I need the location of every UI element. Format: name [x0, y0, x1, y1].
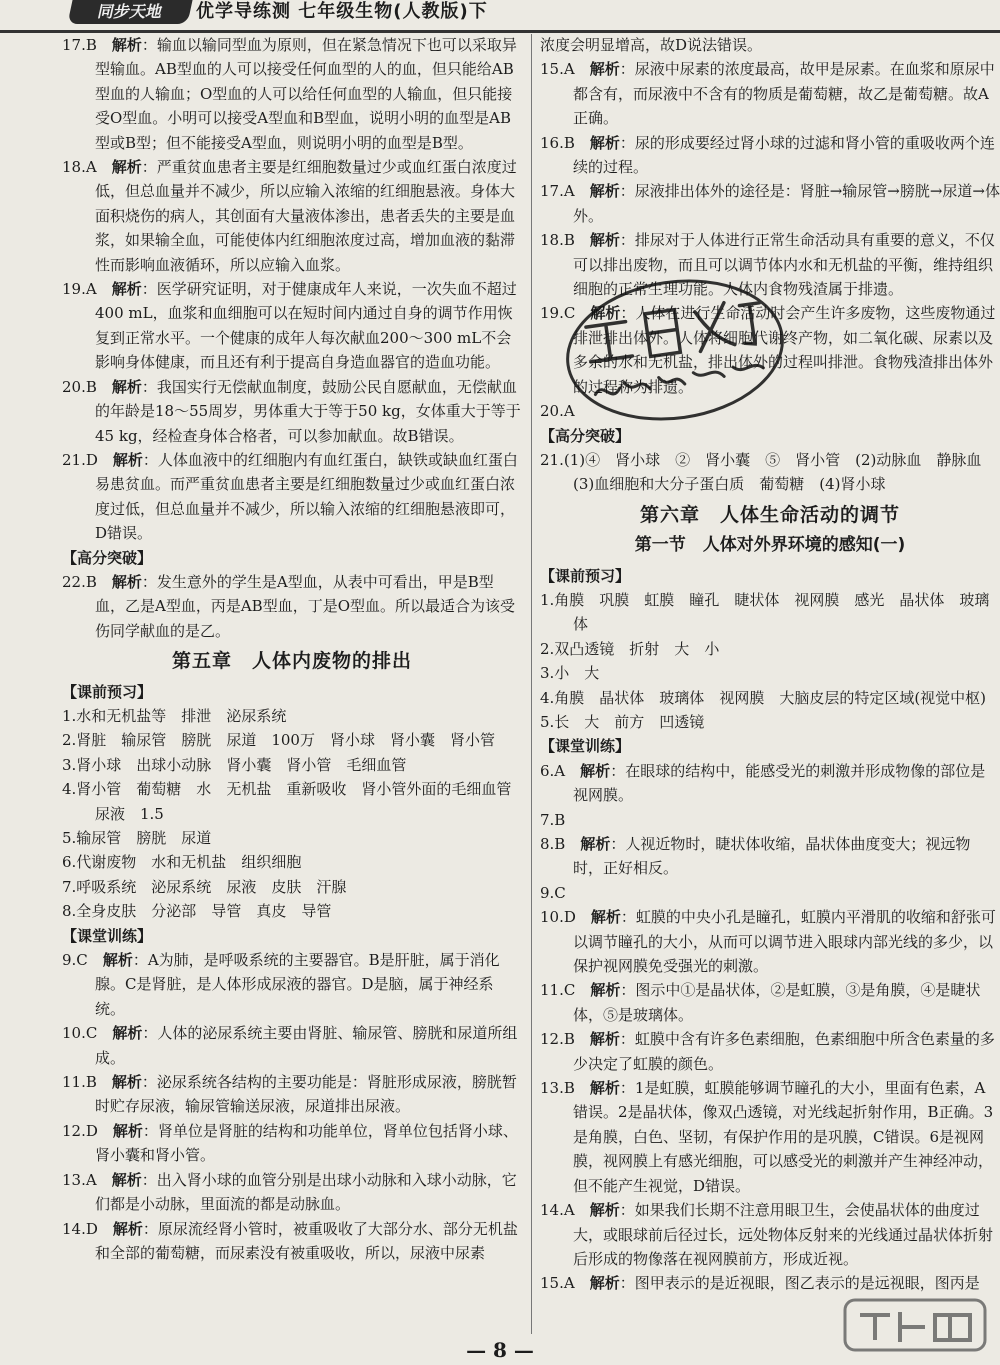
answer-number: 12.D	[62, 1121, 98, 1140]
section-label-high-right: 【高分突破】	[540, 426, 631, 445]
chapter5-preview-line: 7.呼吸系统 泌尿系统 尿液 皮肤 汗腺	[62, 877, 347, 896]
answer-number: 7.B	[540, 810, 566, 829]
answer-number: 14.A	[540, 1201, 575, 1220]
section-label-training-right: 【课堂训练】	[540, 737, 631, 756]
answer-number: 11.B	[62, 1073, 97, 1092]
answer-number: 18.B	[540, 231, 575, 250]
analysis-label: 解析	[589, 1079, 620, 1098]
analysis-text: ：如果我们长期不注意用眼卫生，会使晶状体的曲度过大，或眼球前后径过长，远处物体反射来的光线通过晶状体折射后形成的物像落在视网膜前方，形成近视。	[573, 1201, 994, 1268]
chapter6-training-item	[540, 832, 1000, 881]
analysis-text: ：在眼球的结构中，能感受光的刺激并形成物像的部位是视网膜。	[573, 761, 986, 805]
analysis-text: ：图甲表示的是近视眼，图乙表示的是远视眼，图丙是	[619, 1274, 980, 1293]
left-column	[62, 33, 527, 1265]
analysis-label: 解析	[589, 182, 620, 201]
analysis-label: 解析	[111, 36, 142, 54]
answer-number: 19.A	[62, 280, 97, 299]
chapter6-training-item	[540, 881, 1000, 905]
answer-number: 20.B	[62, 377, 97, 396]
answer-number: 6.A	[540, 761, 566, 780]
analysis-text: ：虹膜中含有许多色素细胞，色素细胞中所含色素量的多少决定了虹膜的颜色。	[573, 1030, 995, 1073]
chapter-5-title: 第五章 人体内废物的排出	[171, 650, 412, 673]
analysis-text: ：严重贫血患者主要是红细胞数量过少或血红蛋白浓度过低，但总血量并不减少，所以应输入浓缩的红细胞悬液。身体大面积烧伤的病人，其创面有大量液体渗出，患者丢失的主要是血浆，如果输全血，可能使体内红细胞浓度过高，增加血液的黏滞性而影响血液循环，所以应输入血浆。	[95, 158, 517, 274]
answer-number: 20.A	[540, 402, 575, 421]
analysis-text: ：人体的泌尿系统主要由肾脏、输尿管、膀胱和尿道所组成。	[95, 1024, 518, 1067]
answer-item-22	[62, 570, 522, 643]
analysis-label: 解析	[112, 1121, 143, 1140]
chapter6-preview-line: 4.角膜 晶状体 玻璃体 视网膜 大脑皮层的特定区域(视觉中枢)	[540, 688, 987, 707]
answer-number: 10.D	[540, 908, 576, 927]
answer-number: 19.C	[540, 304, 576, 323]
answer-number: 21.D	[62, 450, 98, 469]
analysis-label: 解析	[589, 60, 620, 79]
analysis-label: 解析	[590, 981, 621, 1000]
answer-item	[62, 33, 522, 155]
analysis-label: 解析	[589, 1274, 620, 1293]
series-title: 优学导练测 七年级生物(人教版)下	[196, 1, 488, 22]
page-header	[0, 0, 1000, 33]
chapter5-preview-line: 1.水和无机盐等 排泄 泌尿系统	[62, 706, 287, 725]
answer-number: 15.A	[540, 60, 575, 79]
analysis-text: ：A为肺，是呼吸系统的主要器官。B是肝脏，属于消化腺。C是肾脏，是人体形成尿液的器官。D是脑，属于神经系统。	[95, 951, 500, 1018]
answer-number: 8.B	[540, 835, 566, 853]
right-column	[540, 33, 1000, 1296]
chapter6-preview-line: 2.双凸透镜 折射 大 小	[540, 639, 720, 658]
chapter5-training-item	[62, 948, 522, 1021]
analysis-label: 解析	[589, 133, 620, 152]
section-label-training: 【课堂训练】	[62, 926, 153, 945]
answer-item-21-right: 21.(1)④ 肾小球 ② 肾小囊 ⑤ 肾小管 (2)动脉血 静脉血 (3)血细胞和大分子蛋白质 葡萄糖 (4)肾小球	[540, 450, 997, 494]
analysis-text: ：尿液排出体外的途径是：肾脏→输尿管→膀胱→尿道→体外。	[573, 182, 1000, 225]
analysis-label: 解析	[112, 1024, 143, 1043]
analysis-text: ：原尿流经肾小管时，被重吸收了大部分水、部分无机盐和全部的葡萄糖，而尿素没有被重吸收，所以，尿液中尿素	[95, 1219, 518, 1262]
chapter6-preview-line: 3.小 大	[540, 664, 600, 683]
series-logo: 同步天地	[67, 0, 192, 24]
answer-number: 13.B	[540, 1079, 575, 1098]
chapter6-training-item	[540, 978, 1000, 1027]
chapter6-training-item	[540, 759, 1000, 808]
chapter6-training-item	[540, 1076, 1000, 1198]
chapter-6-title: 第六章 人体生命活动的调节	[639, 503, 900, 526]
analysis-text: ：排尿对于人体进行正常生命活动具有重要的意义，不仅可以排出废物，而且可以调节体内水和无机盐的平衡，维持组织细胞的正常生理功能。人体内食物残渣属于排遗。	[573, 231, 995, 299]
chapter5-training-item	[62, 1119, 522, 1168]
analysis-label: 解析	[111, 1170, 142, 1189]
analysis-label: 解析	[590, 908, 621, 927]
column-divider	[531, 34, 532, 1334]
chapter5-training-item	[62, 1217, 522, 1266]
answer-item	[62, 277, 522, 375]
answer-number: 15.A	[540, 1274, 575, 1293]
chapter6-training-item	[540, 1198, 1000, 1271]
chapter5-preview-line: 2.肾脏 输尿管 膀胱 尿道 100万 肾小球 肾小囊 肾小管	[62, 731, 495, 750]
analysis-text: ：人体在进行生命活动时会产生许多废物，这些废物通过排泄排出体外。人体将细胞代谢终产物，如二氧化碳、尿素以及多余的水和无机盐，排出体外的过程叫排泄。食物残渣排出体外的过程称为排遗。	[573, 304, 996, 396]
analysis-text: ：发生意外的学生是A型血，从表中可看出，甲是B型血，乙是A型血，丙是AB型血，丁是O型血。所以最适合为该受伤同学献血的是乙。	[95, 572, 515, 640]
answer-item	[540, 131, 1000, 180]
chapter5-training-item	[62, 1168, 522, 1217]
chapter6-training-item	[540, 808, 1000, 832]
chapter5-preview-line: 5.输尿管 膀胱 尿道	[62, 829, 212, 847]
chapter5-preview-line: 3.肾小球 出球小动脉 肾小囊 肾小管 毛细血管	[62, 755, 407, 774]
analysis-label: 解析	[590, 304, 621, 323]
answer-number: 10.C	[62, 1024, 98, 1043]
analysis-label: 解析	[589, 1030, 620, 1049]
chapter6-training-item	[540, 905, 1000, 978]
analysis-label: 解析	[580, 761, 611, 780]
answer-number: 22.B	[62, 572, 97, 591]
section-1-title: 第一节 人体对外界环境的感知(一)	[634, 535, 906, 556]
chapter5-training-item	[62, 1070, 522, 1119]
chapter5-preview-line: 4.肾小管 葡萄糖 水 无机盐 重新吸收 肾小管外面的毛细血管 尿液 1.5	[62, 780, 527, 823]
analysis-label: 解析	[112, 450, 143, 469]
analysis-label: 解析	[112, 1219, 143, 1238]
answer-item	[62, 155, 522, 277]
chapter5-preview-line: 8.全身皮肤 分泌部 导管 真皮 导管	[62, 902, 332, 921]
analysis-text: ：医学研究证明，对于健康成年人来说，一次失血不超过400 mL，血浆和血细胞可以在短时间内通过自身的调节作用恢复到正常水平。一个健康的成年人每次献血200～300 mL不会影响身体健康，而且还有利于提高自身造血器官的造血功能。	[95, 280, 517, 372]
analysis-text: ：图示中①是晶状体，②是虹膜，③是角膜，④是睫状体，⑤是玻璃体。	[573, 981, 981, 1024]
answer-number: 16.B	[540, 133, 575, 152]
analysis-text: ：泌尿系统各结构的主要功能是：肾脏形成尿液，膀胱暂时贮存尿液，输尿管输送尿液，尿道排出尿液。	[95, 1073, 517, 1116]
continued-text: 浓度会明显增高，故D说法错误。	[540, 36, 763, 54]
analysis-text: ：虹膜的中央小孔是瞳孔，虹膜内平滑肌的收缩和舒张可以调节瞳孔的大小，从而可以调节进入眼球内部光线的多少，以保护视网膜免受强光的刺激。	[573, 908, 996, 976]
analysis-text: ：出入肾小球的血管分别是出球小动脉和入球小动脉，它们都是小动脉，里面流的都是动脉血。	[95, 1170, 517, 1214]
answer-item	[62, 375, 522, 448]
chapter6-training-item	[540, 1027, 1000, 1076]
analysis-text: ：尿液中尿素的浓度最高，故甲是尿素。在血浆和原尿中都含有，而尿液中不含有的物质是葡萄糖，故乙是葡萄糖。故A正确。	[573, 60, 995, 128]
answer-item	[62, 448, 522, 546]
chapter5-training-item	[62, 1021, 522, 1070]
analysis-label: 解析	[111, 1073, 142, 1092]
analysis-label: 解析	[102, 951, 133, 970]
analysis-text: ：我国实行无偿献血制度，鼓励公民自愿献血，无偿献血的年龄是18～55周岁，男体重大于等于50 kg，女体重大于等于45 kg，经检查身体合格者，可以参加献血。故B错误。	[95, 377, 521, 445]
watermark-stamp	[551, 260, 800, 441]
section-label-preview-right: 【课前预习】	[540, 566, 631, 585]
chapter6-preview-line: 5.长 大 前方 凹透镜	[540, 712, 705, 731]
answer-number: 9.C	[62, 951, 88, 970]
answer-item	[540, 179, 1000, 228]
analysis-text: ：1是虹膜，虹膜能够调节瞳孔的大小，里面有色素，A错误。2是晶状体，像双凸透镜，对光线起折射作用，B正确。3是角膜，白色、坚韧，有保护作用的是巩膜，C错误。6是视网膜，视网膜上有感光细胞，可以感受光的刺激并产生神经冲动，但不能产生视觉，D错误。	[573, 1079, 994, 1195]
answer-number: 13.A	[62, 1170, 97, 1189]
analysis-text: ：人视近物时，睫状体收缩，晶状体曲度变大；视远物时，正好相反。	[573, 835, 971, 878]
answer-number: 18.A	[62, 158, 97, 177]
answer-number: 17.A	[540, 182, 575, 201]
analysis-label: 解析	[589, 1201, 620, 1220]
analysis-label: 解析	[111, 572, 142, 591]
answer-number: 14.D	[62, 1219, 98, 1238]
chapter6-preview-line: 1.角膜 巩膜 虹膜 瞳孔 睫状体 视网膜 感光 晶状体 玻璃体	[540, 590, 990, 634]
chapter5-preview-line: 6.代谢废物 水和无机盐 组织细胞	[62, 853, 302, 872]
answer-item	[540, 57, 1000, 130]
answer-number: 12.B	[540, 1030, 575, 1049]
analysis-label: 解析	[111, 377, 142, 396]
answer-number: 9.C	[540, 883, 566, 902]
analysis-label: 解析	[111, 158, 142, 177]
analysis-label: 解析	[589, 231, 620, 250]
page-number: — 8 —	[466, 1338, 534, 1362]
section-label-high: 【高分突破】	[62, 548, 153, 567]
analysis-label: 解析	[580, 835, 611, 853]
answer-number: 11.C	[540, 981, 576, 1000]
analysis-text: ：尿的形成要经过肾小球的过滤和肾小管的重吸收两个连续的过程。	[573, 133, 995, 177]
analysis-text: ：输血以输同型血为原则，但在紧急情况下也可以采取异型输血。AB型血的人可以接受任何血型的人的血，但只能给AB型血的人输血；O型血的人可以给任何血型的人输血，但只能接受O型血。小明可以接受A型血和B型血，说明小明的血型是AB型或B型；但不能接受A型血，则说明小明的血型是B型。	[95, 36, 517, 152]
answer-number: 17.B	[62, 36, 97, 54]
analysis-text: ：人体血液中的红细胞内有血红蛋白，缺铁或缺血红蛋白易患贫血。而严重贫血患者主要是红细胞数量过少或血红蛋白浓度过低，但总血量并不减少，所以输入浓缩的红细胞悬液即可，D错误。	[95, 450, 518, 543]
section-label-preview: 【课前预习】	[62, 682, 153, 701]
analysis-label: 解析	[111, 280, 142, 299]
analysis-text: ：肾单位是肾脏的结构和功能单位，肾单位包括肾小球、肾小囊和肾小管。	[95, 1121, 518, 1165]
